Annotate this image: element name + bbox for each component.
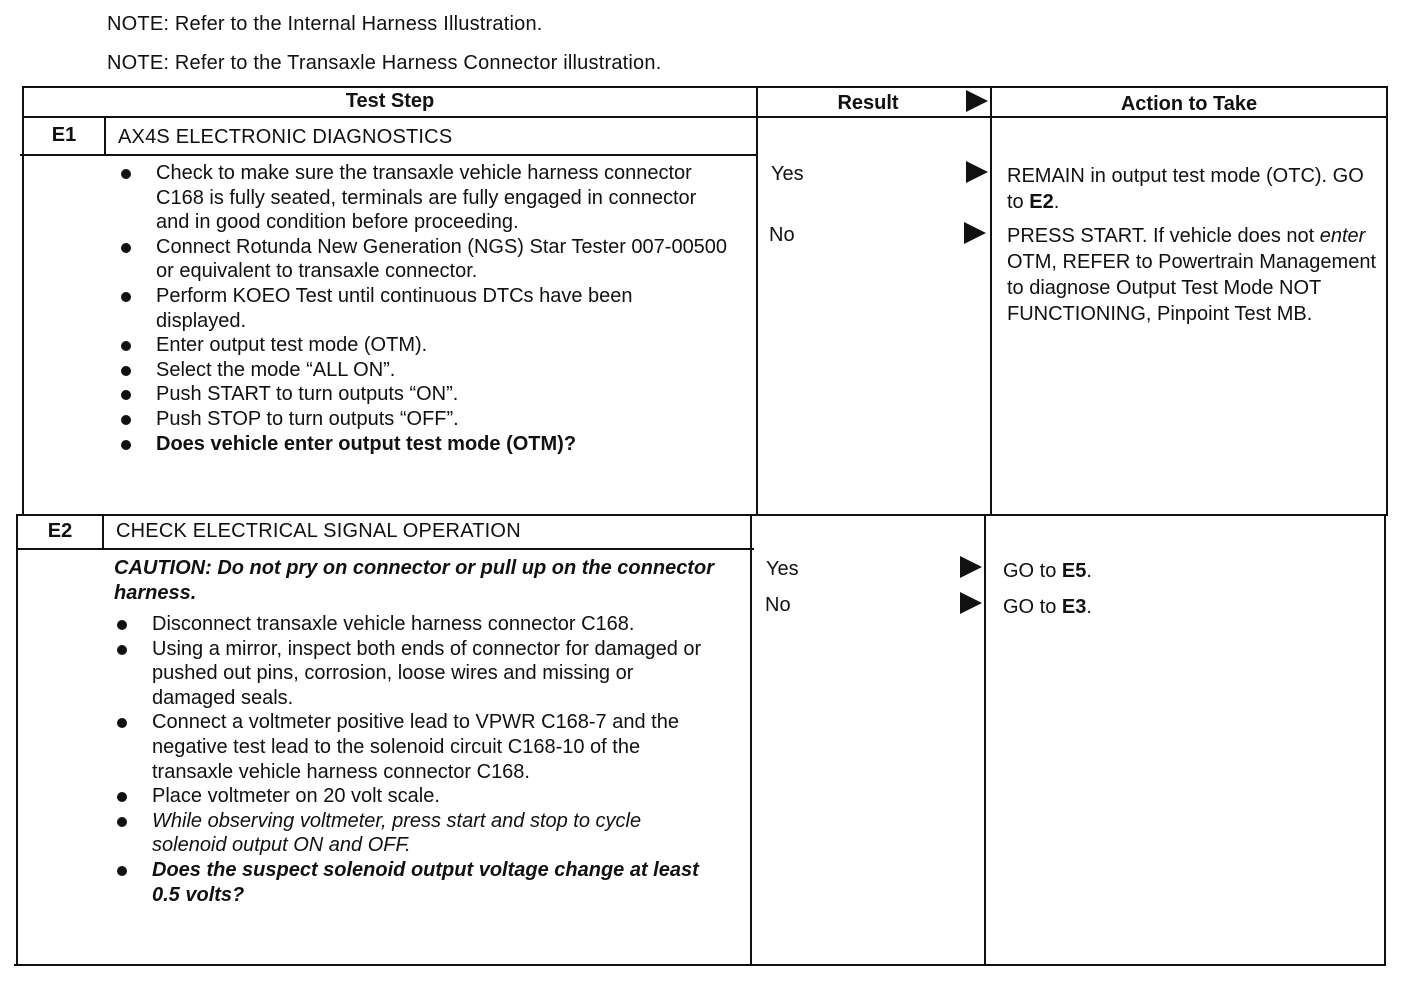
list-item: Push STOP to turn outputs “OFF”. [118, 407, 728, 432]
list-item: Disconnect transaxle vehicle harness connector C168. [114, 612, 720, 637]
e2-id-divider [102, 514, 104, 550]
result-left-rule-bottom [750, 514, 752, 966]
header-bottom-rule [22, 116, 1388, 118]
list-item-italic: While observing voltmeter, press start and stop to cycle solenoid output ON and OFF. [114, 809, 720, 858]
step-ref-e2: E2 [1029, 191, 1054, 213]
triangle-right-icon [960, 592, 982, 614]
list-item: Connect Rotunda New Generation (NGS) Star Tester 007-00500 or equivalent to transaxle connector. [118, 235, 728, 284]
e1-result-yes: Yes [771, 163, 804, 185]
action-text: OTM, REFER to Powertrain Management to diagnose Output Test Mode NOT FUNCTIONING, Pinpoint Test MB. [1007, 251, 1377, 325]
list-item: Check to make sure the transaxle vehicle harness connector C168 is fully seated, terminals are fully engaged in connector and in good condition before proceeding. [118, 161, 728, 235]
e1-result-no: No [769, 224, 795, 246]
step-id-e1: E1 [51, 124, 77, 146]
e2-instructions [114, 612, 720, 907]
result-left-rule-top [756, 86, 758, 516]
table-top-rule [22, 86, 1388, 88]
e1-id-divider [104, 116, 106, 156]
table-left-rule-bottom [16, 514, 18, 966]
triangle-right-icon [966, 161, 988, 183]
e1-action-no [1007, 223, 1381, 327]
action-text: . [1086, 560, 1092, 582]
action-text: . [1053, 191, 1060, 213]
action-text: GO to [1003, 596, 1062, 618]
action-text: GO to [1003, 560, 1062, 582]
diagnostic-table [14, 86, 1388, 968]
list-item: Using a mirror, inspect both ends of connector for damaged or pushed out pins, corrosion, loose wires and missing or damaged seals. [114, 637, 720, 711]
action-left-rule-bottom [984, 514, 986, 966]
e1-instructions [118, 161, 728, 456]
step-ref-e5: E5 [1061, 560, 1087, 582]
e1-bottom-rule [18, 514, 1386, 516]
triangle-right-icon [960, 556, 982, 578]
note-transaxle-connector: NOTE: Refer to the Transaxle Harness Connector illustration. [107, 52, 662, 74]
e2-caution: CAUTION: Do not pry on connector or pull up on the connector harness. [114, 557, 714, 604]
header-action: Action to Take [1120, 93, 1258, 115]
e2-action-no [1003, 594, 1373, 620]
action-text: REMAIN in output test mode (OTC). GO to [1007, 165, 1364, 213]
note-internal-harness: NOTE: Refer to the Internal Harness Illustration. [107, 13, 543, 35]
e2-action-yes [1003, 558, 1373, 584]
table-bottom-rule [14, 964, 1384, 966]
table-right-rule-bottom [1384, 514, 1386, 966]
step-id-e2: E2 [47, 520, 73, 542]
e1-title-rule [20, 154, 758, 156]
table-left-rule-top [22, 86, 24, 516]
e2-result-yes: Yes [766, 558, 799, 580]
list-item: Select the mode “ALL ON”. [118, 358, 728, 383]
header-test-step: Test Step [345, 90, 435, 112]
triangle-right-icon [966, 90, 988, 112]
list-item: Perform KOEO Test until continuous DTCs have been displayed. [118, 284, 728, 333]
e2-result-no: No [765, 594, 791, 616]
list-item: Push START to turn outputs “ON”. [118, 382, 728, 407]
action-text: . [1086, 596, 1092, 618]
triangle-right-icon [964, 222, 986, 244]
list-item-question: Does the suspect solenoid output voltage change at least 0.5 volts? [114, 858, 720, 907]
action-text: PRESS START. If vehicle does not [1007, 225, 1320, 247]
list-item: Connect a voltmeter positive lead to VPWR C168-7 and the negative test lead to the solenoid circuit C168-10 of the transaxle vehicle harness connector C168. [114, 710, 720, 784]
step-title-e1: AX4S ELECTRONIC DIAGNOSTICS [118, 126, 453, 148]
list-item: Enter output test mode (OTM). [118, 333, 728, 358]
step-title-e2: CHECK ELECTRICAL SIGNAL OPERATION [116, 520, 521, 542]
table-right-rule-top [1386, 86, 1388, 516]
e1-action-yes [1007, 163, 1377, 215]
header-result: Result [837, 92, 899, 114]
action-text-italic: enter [1319, 225, 1366, 247]
list-item: Place voltmeter on 20 volt scale. [114, 784, 720, 809]
e2-title-rule [18, 548, 754, 550]
action-left-rule-top [990, 86, 992, 516]
step-ref-e3: E3 [1061, 596, 1087, 618]
list-item-question: Does vehicle enter output test mode (OTM)? [118, 432, 728, 457]
